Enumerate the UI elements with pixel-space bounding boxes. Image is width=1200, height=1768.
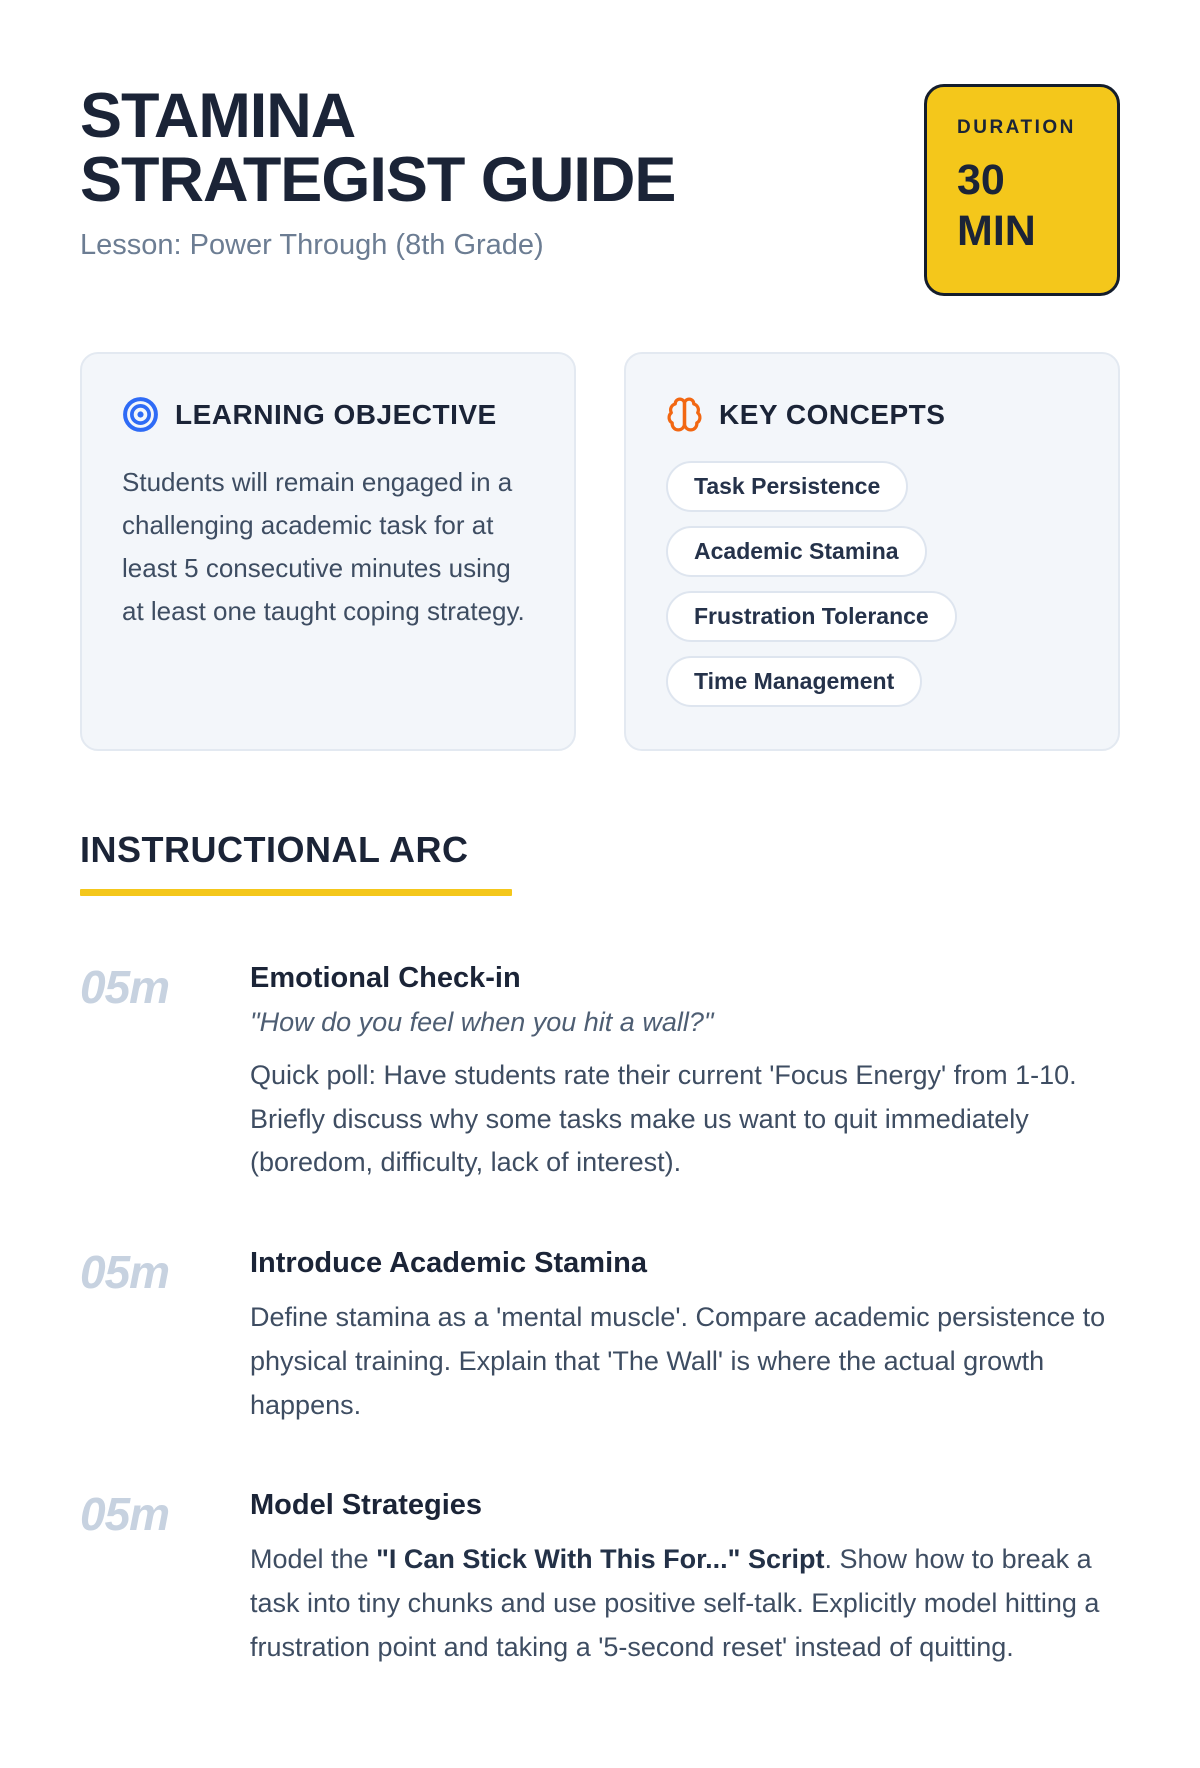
arc-title-underline — [80, 889, 512, 896]
arc-item-description: Quick poll: Have students rate their current 'Focus Energy' from 1-10. Briefly discuss why some tasks make us want to quit immediately (boredom, difficulty, lack of interest). — [250, 1060, 1077, 1178]
header — [80, 81, 1120, 296]
target-icon — [122, 396, 159, 433]
page-title-line1: STAMINA — [80, 81, 356, 151]
arc-item — [80, 958, 1120, 1185]
brain-icon — [666, 396, 703, 433]
arc-item — [80, 1243, 1120, 1427]
page-title — [80, 81, 894, 216]
duration-value: 30 — [957, 156, 1005, 204]
learning-objective-title: LEARNING OBJECTIVE — [175, 398, 497, 430]
arc-items — [80, 958, 1120, 1670]
concept-pill: Frustration Tolerance — [666, 591, 957, 642]
key-concepts-title: KEY CONCEPTS — [719, 398, 946, 430]
duration-badge — [924, 84, 1120, 296]
arc-item-description: Define stamina as a 'mental muscle'. Compare academic persistence to physical training. Explain that 'The Wall' is where the actual growth happens. — [250, 1302, 1106, 1420]
title-block — [80, 81, 924, 262]
arc-item-quote: "How do you feel when you hit a wall?" — [250, 1007, 714, 1037]
arc-item-content — [250, 1243, 1120, 1427]
concept-pill: Academic Stamina — [666, 526, 927, 577]
arc-item — [80, 1485, 1120, 1669]
arc-item-time: 05m — [80, 961, 170, 1013]
instructional-arc-section — [80, 829, 1120, 1670]
arc-item-content — [250, 1485, 1120, 1669]
learning-objective-header — [122, 396, 534, 433]
arc-item-time: 05m — [80, 1488, 170, 1541]
key-concepts-header — [666, 396, 1078, 433]
concept-pill: Time Management — [666, 656, 922, 707]
arc-item-title: Model Strategies — [250, 1489, 483, 1522]
arc-item-title: Introduce Academic Stamina — [250, 1247, 647, 1280]
info-cards — [80, 352, 1120, 751]
key-concepts-tags — [666, 461, 1078, 707]
arc-item-content — [250, 958, 1120, 1185]
lesson-subtitle: Lesson: Power Through (8th Grade) — [80, 228, 544, 261]
concept-pill: Task Persistence — [666, 461, 908, 512]
duration-unit: MIN — [957, 206, 1036, 255]
learning-objective-body: Students will remain engaged in a challenging academic task for at least 5 consecutive minutes using at least one taught coping strategy. — [122, 467, 525, 627]
page-title-line2: STRATEGIST GUIDE — [80, 145, 676, 216]
learning-objective-card — [80, 352, 576, 751]
duration-label: DURATION — [957, 117, 1076, 138]
key-concepts-card — [624, 352, 1120, 751]
arc-item-title: Emotional Check-in — [250, 962, 521, 994]
arc-item-time: 05m — [80, 1246, 170, 1299]
arc-item-description: Model the "I Can Stick With This For..." Script. Show how to break a task into tiny chunks and use positive self-talk. Explicitly model hitting a frustration point and taking a '5-second reset' instead of quitting. — [250, 1544, 1100, 1662]
instructional-arc-title: INSTRUCTIONAL ARC — [80, 829, 469, 870]
